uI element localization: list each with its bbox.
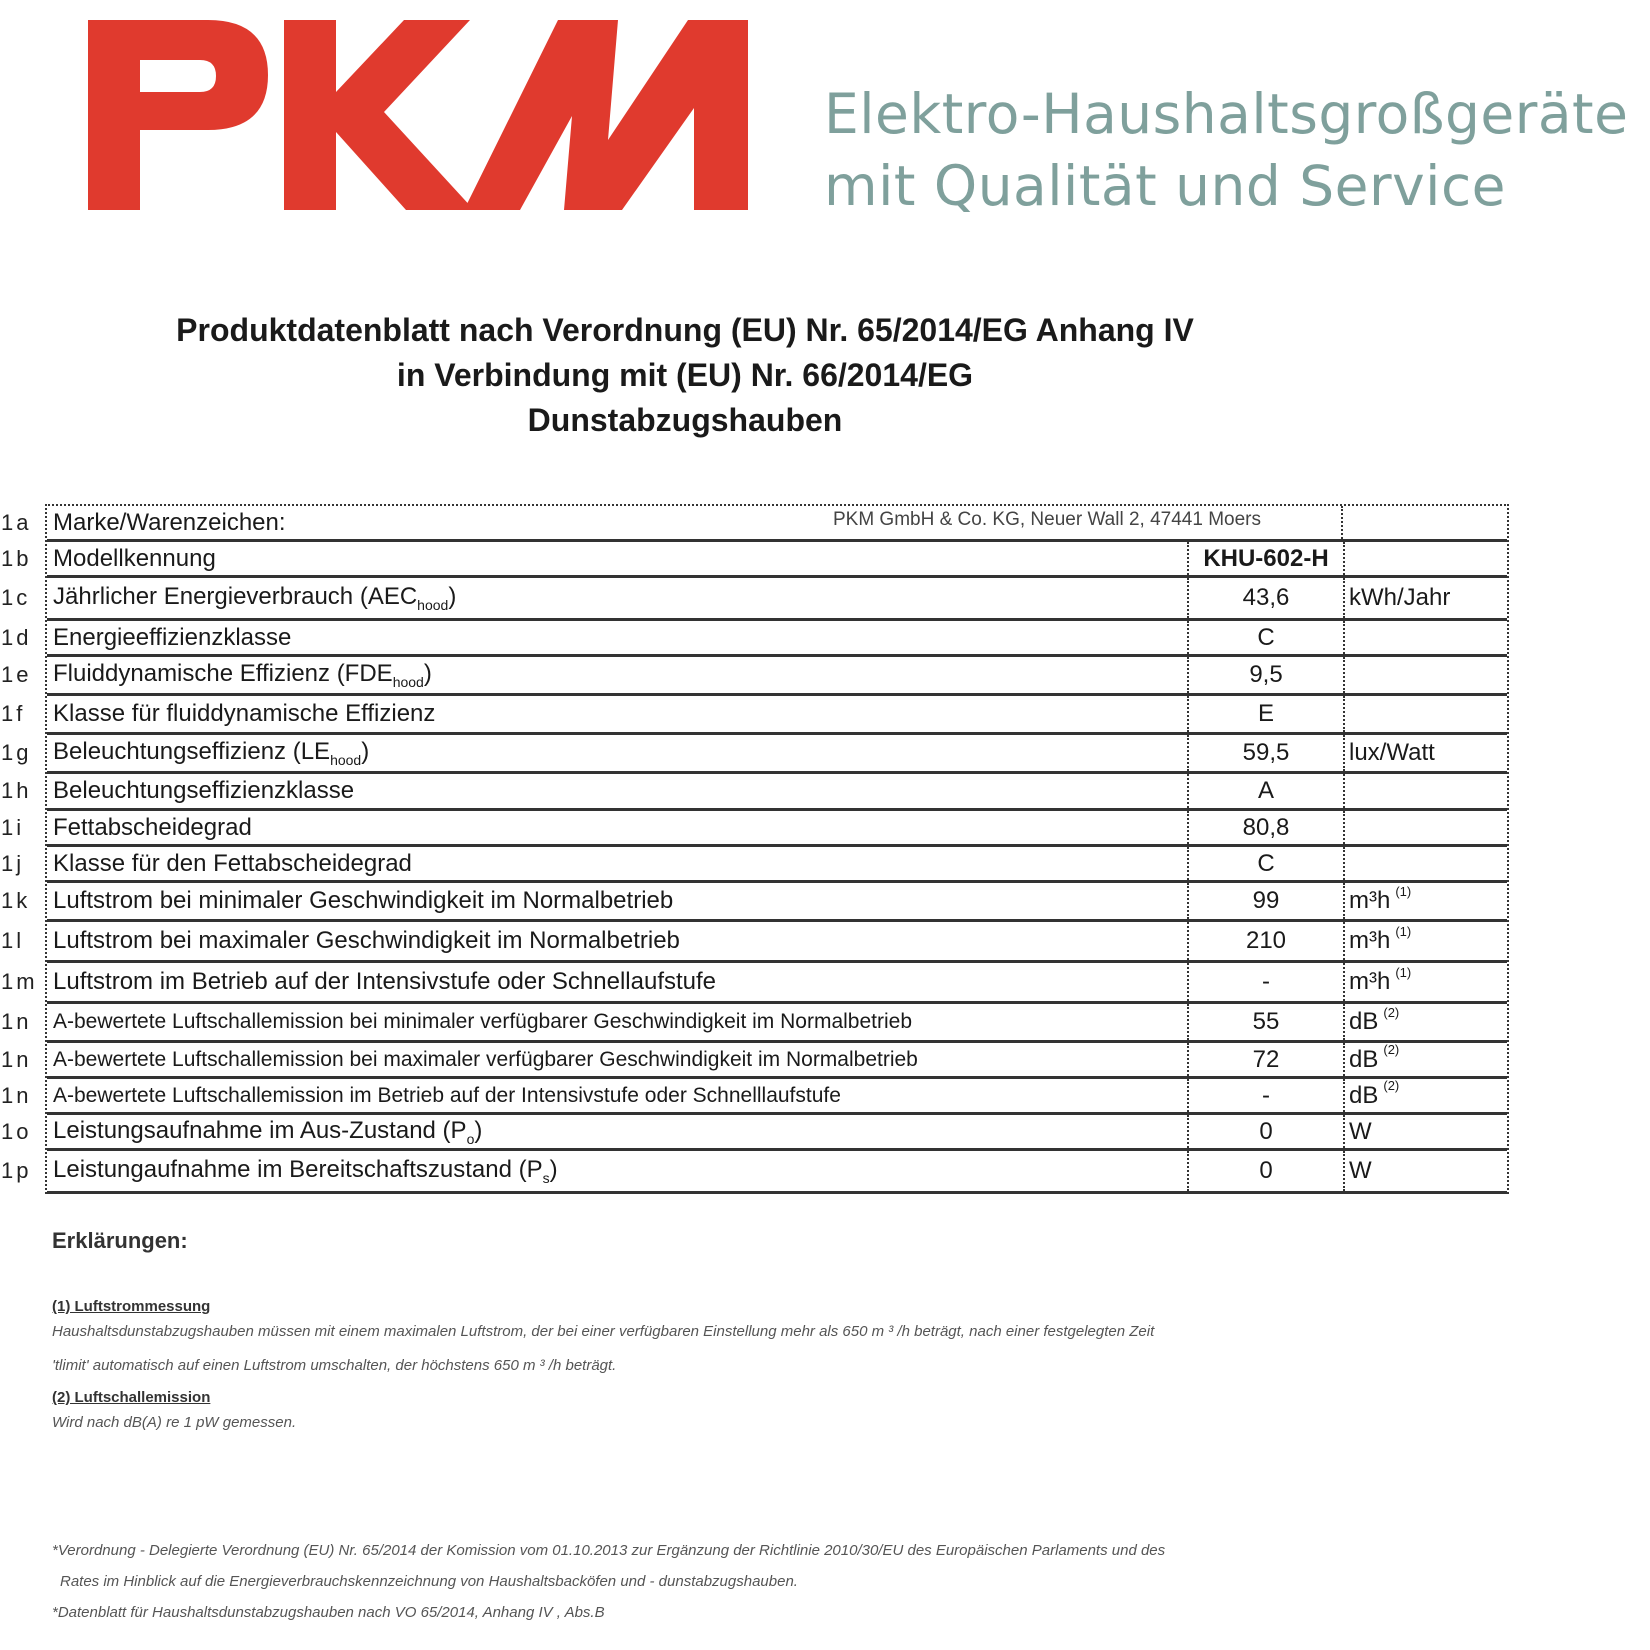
row-unit-text: m³h (1349, 927, 1391, 954)
row-code: 1p (1, 1158, 32, 1183)
row-label-suffix: ) (423, 660, 432, 688)
row-code: 1f (1, 701, 26, 726)
row-label (47, 1010, 1187, 1034)
model-value: KHU-602-H (1187, 542, 1343, 575)
row-unit (1343, 1079, 1507, 1112)
row-code: 1h (1, 778, 32, 803)
row-value: 55 (1187, 1004, 1343, 1040)
row-unit (1343, 1004, 1507, 1040)
row-label-subscript: s (542, 1169, 550, 1186)
row-label-text: A-bewertete Luftschallemission bei maximaler verfügbarer Geschwindigkeit im Normalbetrieb (53, 1047, 918, 1071)
row-unit-footnote: (1) (1395, 923, 1412, 939)
row-unit (1343, 696, 1507, 732)
row-unit (1343, 1151, 1507, 1191)
row-unit (1343, 542, 1507, 575)
explanations (52, 1228, 1352, 1440)
row-value: 72 (1187, 1043, 1343, 1076)
document-title (0, 308, 1370, 443)
row-code: 1o (1, 1118, 32, 1144)
row-code: 1n (1, 1009, 32, 1034)
row-label (47, 700, 1187, 728)
row-label-suffix: ) (474, 1116, 483, 1144)
row-label-text: Luftstrom bei maximaler Geschwindigkeit im Normalbetrieb (53, 927, 680, 954)
row-code: 1e (1, 662, 32, 687)
row-label (47, 1156, 1187, 1186)
row-value: 0 (1187, 1115, 1343, 1148)
row-code: 1g (1, 740, 32, 765)
row-unit (1343, 811, 1507, 844)
tagline-line-2: mit Qualität und Service (824, 154, 1507, 218)
row-unit (1343, 963, 1507, 1001)
row-value: 43,6 (1187, 578, 1343, 618)
row-unit (1343, 847, 1507, 880)
row-unit-text: W (1349, 1157, 1372, 1184)
row-label-text: Beleuchtungseffizienzklasse (53, 777, 355, 804)
row-label-subscript: hood (330, 751, 362, 768)
row-code: 1i (1, 814, 25, 840)
table-row (1, 735, 1507, 774)
row-label (47, 1048, 1187, 1072)
row-value: 0 (1187, 1151, 1343, 1191)
tagline (824, 78, 1628, 222)
table-row (1, 847, 1507, 883)
row-unit-text: dB (1349, 1045, 1379, 1073)
row-label (47, 1084, 1187, 1108)
table-row (1, 1115, 1507, 1151)
row-code: 1b (1, 545, 32, 571)
row-code: 1d (1, 624, 32, 650)
table-row (1, 963, 1507, 1004)
table-row (1, 621, 1507, 657)
pkm-logo (88, 20, 748, 210)
row-unit (1343, 922, 1507, 960)
title-line-3: Dunstabzugshauben (527, 402, 843, 438)
row-label-suffix: ) (361, 738, 370, 766)
row-unit-footnote: (2) (1383, 1004, 1400, 1020)
row-label-text: A-bewertete Luftschallemission im Betrieb auf der Intensivstufe oder Schnelllaufstufe (53, 1083, 841, 1107)
row-value: C (1187, 621, 1343, 654)
row-value: A (1187, 774, 1343, 808)
row-label-text: Energieeffizienzklasse (53, 623, 292, 651)
row-value: E (1187, 696, 1343, 732)
table-row (1, 657, 1507, 696)
row-unit (1343, 774, 1507, 808)
row-code: 1k (1, 888, 31, 913)
table-row-model (1, 542, 1507, 578)
row-code: 1j (1, 850, 25, 876)
brand-value: PKM GmbH & Co. KG, Neuer Wall 2, 47441 Moers (832, 508, 1261, 530)
row-label-subscript: hood (417, 596, 449, 613)
footer-line-3: *Datenblatt für Haushaltsdunstabzugshauben nach VO 65/2014, Anhang IV , Abs.B (52, 1604, 605, 1621)
row-label (47, 814, 1187, 842)
title-line-2: in Verbindung mit (EU) Nr. 66/2014/EG (396, 357, 974, 393)
table-row (1, 922, 1507, 963)
row-label (47, 738, 1187, 768)
row-unit-text: dB (1349, 1008, 1379, 1035)
row-label-text: Klasse für den Fettabscheidegrad (53, 849, 412, 877)
row-value: 99 (1187, 883, 1343, 919)
table-row (1, 696, 1507, 735)
table-row-brand (1, 506, 1507, 542)
row-code: 1c (1, 585, 31, 610)
row-label-text: Luftstrom bei minimaler Geschwindigkeit im Normalbetrieb (53, 887, 674, 914)
row-unit (1343, 883, 1507, 919)
row-label (47, 887, 1187, 915)
row-unit-text: W (1349, 1117, 1372, 1145)
row-value: - (1187, 1079, 1343, 1112)
row-unit-text: dB (1349, 1081, 1379, 1109)
row-label-subscript: o (466, 1130, 475, 1147)
row-label: Modellkennung (53, 544, 216, 572)
table-row (1, 883, 1507, 922)
row-label (47, 624, 1187, 652)
row-label (47, 850, 1187, 878)
row-unit-footnote: (2) (1383, 1042, 1400, 1057)
row-label-text: A-bewertete Luftschallemission bei minimaler verfügbarer Geschwindigkeit im Normalbetrieb (53, 1010, 913, 1033)
row-unit (1343, 621, 1507, 654)
product-data-table (1, 504, 1509, 1194)
row-value: 59,5 (1187, 735, 1343, 771)
table-row (1, 1004, 1507, 1043)
row-label-text: Leistungaufnahme im Bereitschaftszustand (P (53, 1156, 543, 1184)
row-unit-footnote: (1) (1395, 883, 1412, 899)
row-label-subscript: hood (392, 673, 424, 690)
row-value: 210 (1187, 922, 1343, 960)
row-label-text: Fluiddynamische Effizienz (FDE (53, 660, 393, 688)
table-row (1, 1042, 1507, 1079)
row-label (47, 968, 1187, 996)
note-2-line-1: Wird nach dB(A) re 1 pW gemessen. (52, 1414, 297, 1431)
tagline-line-1: Elektro-Haushaltsgroßgeräte (824, 82, 1629, 146)
row-label-suffix: ) (448, 583, 457, 611)
note-2-title: (2) Luftschallemission (52, 1389, 211, 1406)
note-1-title: (1) Luftstrommessung (52, 1298, 211, 1315)
note-1-line-1: Haushaltsdunstabzugshauben müssen mit einem maximalen Luftstrom, der bei einer verfügbaren Einstellung mehr als 650 m ³ /h beträgt, nach einer festgelegten Zeit (52, 1323, 1155, 1340)
row-unit-text: lux/Watt (1349, 739, 1435, 766)
row-code: 1n (1, 1082, 32, 1108)
table-body (1, 578, 1507, 1194)
row-label (47, 660, 1187, 690)
row-unit (1343, 1043, 1507, 1076)
table-row (1, 1151, 1507, 1194)
row-value: 80,8 (1187, 811, 1343, 844)
row-label-suffix: ) (549, 1156, 558, 1184)
row-unit-footnote: (1) (1395, 964, 1412, 980)
table-row (1, 811, 1507, 847)
table-row (1, 774, 1507, 811)
row-value: - (1187, 963, 1343, 1001)
row-code: 1l (1, 928, 25, 953)
footer-notes (52, 1535, 1352, 1628)
explanations-heading: Erklärungen: (52, 1228, 188, 1253)
row-value: 9,5 (1187, 657, 1343, 693)
row-unit (1341, 506, 1507, 539)
row-code: 1n (1, 1046, 32, 1072)
row-label (47, 583, 1187, 613)
row-code: 1m (1, 969, 38, 994)
row-unit-text: kWh/Jahr (1349, 584, 1451, 611)
row-unit (1343, 735, 1507, 771)
row-unit (1343, 578, 1507, 618)
row-label-text: Jährlicher Energieverbrauch (AEC (53, 583, 418, 611)
footer-line-2: Rates im Hinblick auf die Energieverbrauchskennzeichnung von Haushaltsbacköfen und - dunstabzugshauben. (60, 1573, 798, 1590)
row-label-text: Luftstrom im Betrieb auf der Intensivstufe oder Schnellaufstufe (53, 968, 717, 995)
row-label-text: Fettabscheidegrad (53, 813, 252, 841)
row-unit (1343, 657, 1507, 693)
table-row (1, 1078, 1507, 1115)
row-unit-text: m³h (1349, 887, 1391, 914)
row-label (47, 777, 1187, 805)
row-value: C (1187, 847, 1343, 880)
note-1-line-2: 'tlimit' automatisch auf einen Luftstrom umschalten, der höchstens 650 m ³ /h beträgt. (52, 1357, 617, 1374)
row-label-text: Klasse für fluiddynamische Effizienz (53, 700, 436, 727)
row-label (47, 1117, 1187, 1147)
title-line-1: Produktdatenblatt nach Verordnung (EU) Nr. 65/2014/EG Anhang IV (176, 312, 1194, 348)
row-label: Marke/Warenzeichen: (53, 508, 286, 536)
row-unit-footnote: (2) (1383, 1078, 1400, 1093)
row-code: 1a (1, 509, 32, 535)
footer-line-1: *Verordnung - Delegierte Verordnung (EU) Nr. 65/2014 der Komission vom 01.10.2013 zur Ergänzung der Richtlinie 2010/30/EU des Europäischen Parlaments und des (52, 1542, 1166, 1559)
row-unit (1343, 1115, 1507, 1148)
table-row (1, 578, 1507, 621)
row-label (47, 927, 1187, 955)
row-label-text: Beleuchtungseffizienz (LE (53, 738, 331, 766)
row-label-text: Leistungsaufnahme im Aus-Zustand (P (53, 1116, 467, 1144)
row-unit-text: m³h (1349, 968, 1391, 995)
